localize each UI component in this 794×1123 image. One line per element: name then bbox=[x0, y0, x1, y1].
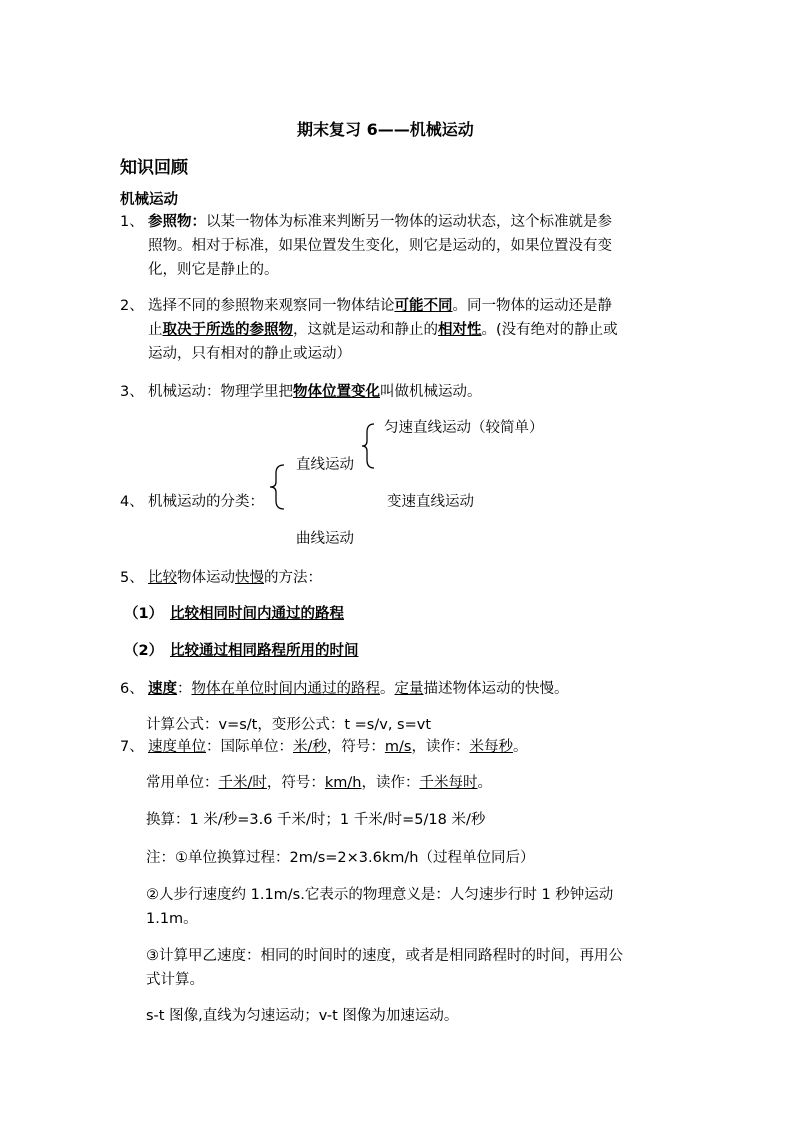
method-2: 比较通过相同路程所用的时间 bbox=[170, 643, 359, 659]
note-2-line-1: ②人步行速度约 1.1m/s.它表示的物理意义是：人匀速步行时 1 秒钟运动 bbox=[146, 887, 614, 903]
outer-brace-icon bbox=[268, 463, 288, 511]
item-1-line-1: 参照物：以某一物体为标准来判断另一物体的运动状态，这个标准就是参 bbox=[148, 214, 612, 230]
item-2-line-3: 运动，只有相对的静止或运动） bbox=[148, 346, 351, 362]
method-2-number: （2） bbox=[124, 643, 164, 659]
note-1: 注：①单位换算过程：2m/s=2×3.6km/h（过程单位同后） bbox=[146, 850, 535, 866]
uniform-motion-label: 匀速直线运动（较简单） bbox=[384, 420, 544, 436]
item-number: 7、 bbox=[120, 739, 144, 755]
subsection-heading: 机械运动 bbox=[120, 192, 178, 208]
unit-conversion: 换算：1 米/秒=3.6 千米/时；1 千米/时=5/18 米/秒 bbox=[146, 812, 486, 828]
note-2-line-2: 1.1m。 bbox=[146, 911, 198, 927]
item-number: 6、 bbox=[120, 681, 144, 697]
curve-motion-label: 曲线运动 bbox=[296, 531, 354, 547]
note-3-line-2: 式计算。 bbox=[146, 972, 204, 988]
straight-motion-label: 直线运动 bbox=[296, 457, 354, 473]
item-6-line: 速度：物体在单位时间内通过的路程。定量描述物体运动的快慢。 bbox=[148, 681, 569, 697]
item-7-line: 速度单位：国际单位：米/秒，符号：m/s，读作：米每秒。 bbox=[148, 739, 528, 755]
item-number: 4、 bbox=[120, 494, 144, 510]
item-number: 5、 bbox=[120, 570, 144, 586]
item-1-line-3: 化，则它是静止的。 bbox=[148, 262, 279, 278]
item-1-line-2: 照物。相对于标准，如果位置发生变化，则它是运动的，如果位置没有变 bbox=[148, 238, 612, 254]
method-1-number: （1） bbox=[124, 606, 164, 622]
inner-brace-icon bbox=[360, 422, 378, 470]
page-title: 期末复习 6——机械运动 bbox=[297, 120, 474, 139]
common-unit-line: 常用单位：千米/时，符号：km/h，读作：千米每时。 bbox=[146, 775, 492, 791]
method-1: 比较相同时间内通过的路程 bbox=[170, 606, 344, 622]
item-2-line-1: 选择不同的参照物来观察同一物体结论可能不同。同一物体的运动还是静 bbox=[148, 298, 612, 314]
item-3-line: 机械运动：物理学里把物体位置变化叫做机械运动。 bbox=[148, 384, 482, 400]
item-number: 2、 bbox=[120, 298, 144, 314]
section-heading: 知识回顾 bbox=[120, 158, 188, 178]
item-number: 3、 bbox=[120, 384, 144, 400]
classification-label: 机械运动的分类： bbox=[148, 494, 264, 510]
note-4: s-t 图像,直线为匀速运动；v-t 图像为加速运动。 bbox=[146, 1008, 459, 1024]
item-5-line: 比较物体运动快慢的方法： bbox=[148, 570, 322, 586]
item-number: 1、 bbox=[120, 214, 144, 230]
variable-motion-label: 变速直线运动 bbox=[387, 494, 474, 510]
item-2-line-2: 止取决于所选的参照物，这就是运动和静止的相对性。(没有绝对的静止或 bbox=[148, 322, 618, 338]
note-3-line-1: ③计算甲乙速度：相同的时间时的速度，或者是相同路程时的时间，再用公 bbox=[146, 948, 623, 964]
speed-formula: 计算公式：v=s/t，变形公式：t =s/v, s=vt bbox=[146, 717, 432, 733]
